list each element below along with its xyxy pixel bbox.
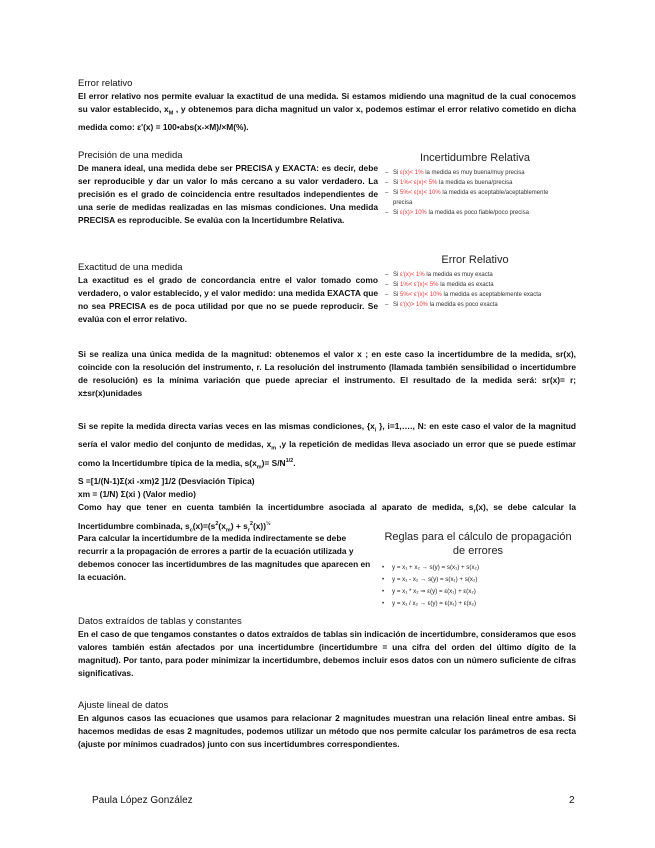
paragraph-datos: En el caso de que tengamos constantes o datos extraídos de tablas sin indicación de incertidumbre, consideramos que esos valores también están afectados por una incertidumbre (incertidumbre = una cifra del orden del último dígito de la magnitud). Por tanto, para poder minimizar la incertidumbre, debemos incluir esos datos con un número suficiente de cifras significativas. bbox=[78, 629, 576, 678]
subscript: M bbox=[168, 110, 174, 117]
subscript: r bbox=[473, 508, 476, 515]
text-part: ,y la repetición de medidas lleva asociado un error que se puede estimar como la Incertidumbre típica de la media, s(x bbox=[78, 438, 576, 469]
list-item bbox=[385, 300, 565, 310]
section-datos bbox=[78, 616, 576, 680]
list-item bbox=[385, 168, 565, 178]
heading-ajuste: Ajuste lineal de datos bbox=[78, 700, 169, 711]
list-item: • y = x₁ - x₂ → s(y) = s(x₁) + s(x₂) bbox=[382, 574, 578, 586]
paragraph-repetida bbox=[78, 420, 576, 475]
section-ajuste bbox=[78, 700, 576, 751]
reglas-list bbox=[382, 562, 578, 610]
text-part: la medida es muy buena/muy precisa bbox=[423, 170, 525, 176]
formula-valor-medio: xm = (1/N) Σ(xi ) (Valor medio) bbox=[78, 488, 196, 499]
paragraph-ajuste: En algunos casos las ecuaciones que usamos para relacionar 2 magnitudes muestran una relación lineal entre ambas. Si hacemos medidas de esas 2 magnitudes, podemos utilizar un método que nos permite calcular los parámetros de esa recta (ajuste por mínimos cuadrados) junto con sus incertidumbres correspondientes. bbox=[78, 713, 576, 749]
list-item bbox=[385, 280, 565, 290]
subscript: r bbox=[247, 527, 250, 534]
list-item bbox=[385, 188, 565, 208]
range-text: ε(x)> 10% bbox=[400, 210, 427, 216]
text-part: Si bbox=[393, 210, 401, 216]
box-title-error: Error Relativo bbox=[441, 254, 509, 266]
heading-exactitud: Exactitud de una medida bbox=[78, 262, 183, 273]
paragraph-exactitud: La exactitud es el grado de concordancia entre el valor tomado como verdadero, o valor establecido, y el valor medido: una medida EXACTA que no sea PRECISA es de poca utilidad por que no se puede reproducir. Se evalúa con el error relativo. bbox=[78, 275, 378, 324]
subscript: m bbox=[256, 464, 262, 471]
range-text: 5%< ε(x)< 10% bbox=[400, 190, 441, 196]
text-part: El error relativo nos permite evaluar la exactitud de una medida. Si estamos midiendo una magnitud de la cual conocemos su valor establecido, x bbox=[78, 91, 576, 114]
list-item bbox=[385, 178, 565, 188]
list-item: • y = x₁ * x₂ ⇒ ε(y) = ε(x₁) + ε(x₂) bbox=[382, 586, 578, 598]
paragraph-propagacion: Para calcular la incertidumbre de la medida indirectamente se debe recurrir a la propagación de errores a partir de la ecuación utilizada y debemos conocer las incertidumbres de las magnitudes que aparecen en la ecuación. bbox=[78, 533, 371, 582]
paragraph-error-relativo bbox=[78, 90, 576, 134]
text-part: la medida es muy exacta bbox=[424, 272, 493, 278]
formula-desviacion-tipica: S =[1/(N-1)Σ(xi -xm)2 ]1/2 (Desviación Típica) bbox=[78, 475, 255, 486]
text-part: Si bbox=[393, 170, 401, 176]
subscript: m bbox=[271, 445, 277, 452]
box-error-relativo bbox=[385, 254, 565, 310]
box-reglas-propagacion bbox=[378, 530, 578, 610]
superscript: 2 bbox=[215, 521, 219, 528]
heading-error-relativo: Error relativo bbox=[78, 78, 133, 89]
section-precision bbox=[78, 150, 378, 227]
text-part: Si bbox=[393, 292, 401, 298]
range-text: 5%< ε'(x)< 10% bbox=[400, 292, 442, 298]
list-item: • y = x₁ + x₂ → s(y) = s(x₁) + s(x₂) bbox=[382, 562, 578, 574]
list-item: • y = x₁ / x₂ → ε(y) = ε(x₁) + ε(x₂) bbox=[382, 598, 578, 610]
box-title-reglas: Reglas para el cálculo de propagación de errores bbox=[384, 531, 572, 557]
paragraph-precision: De manera ideal, una medida debe ser PRECISA y EXACTA: es decir, debe ser reproducible y dar un valor lo más cercano a su valor verdadero. La precisión es el grado de coincidencia entre resultados independientes de una serie de medidas realizadas en las mismas condiciones. Una medida PRECISA es reproducible. Se evalúa con la Incertidumbre Relativa. bbox=[78, 163, 378, 225]
paragraph-unica-medida: Si se realiza una única medida de la magnitud: obtenemos el valor x ; en este caso la incertidumbre de la medida, sr(x), coincide con la resolución del instrumento, r. La resolución del instrumento (llamada también sensibilidad o incertidumbre de resolución) es la mínima variación que puede apreciar el instrumento. El resultado de la medida será: sr(x)= r; x±sr(x)unidades bbox=[78, 349, 576, 398]
box-incertidumbre-relativa bbox=[385, 152, 565, 218]
text-part: (x), se debe calcular la Incertidumbre combinada, s bbox=[78, 501, 576, 532]
section-exactitud bbox=[78, 262, 378, 326]
text-part: , y obtenemos para dicha magnitud un valor x, podemos estimar el error relativo cometido en dicha medida como: ε'(x) = 100•abs(x-×M)/×M(%). bbox=[78, 104, 576, 132]
range-text: ε(x)< 1% bbox=[400, 170, 424, 176]
text-part: Si se repite la medida directa varias veces en las mismas condiciones, {x bbox=[78, 421, 375, 431]
text-part: (x)=(s bbox=[192, 521, 216, 532]
incertidumbre-list bbox=[385, 168, 565, 218]
range-text: 1%< ε'(x)< 5% bbox=[400, 282, 439, 288]
error-list bbox=[385, 270, 565, 310]
section-medida-repetida bbox=[78, 420, 576, 538]
text-part: . bbox=[293, 458, 296, 469]
heading-datos: Datos extraídos de tablas y constantes bbox=[78, 616, 242, 627]
text-part: )= S/N bbox=[261, 458, 286, 469]
subscript: c bbox=[189, 527, 193, 534]
text-part: Si bbox=[393, 282, 401, 288]
page-number: 2 bbox=[569, 795, 575, 806]
text-part: Si bbox=[393, 180, 401, 186]
section-unica-medida bbox=[78, 348, 576, 400]
footer-author: Paula López González bbox=[92, 795, 193, 806]
text-part: (x bbox=[218, 521, 226, 532]
subscript: m bbox=[225, 527, 231, 534]
heading-precision: Precisión de una medida bbox=[78, 150, 183, 161]
text-part: la medida es exacta bbox=[438, 282, 494, 288]
subscript: i bbox=[374, 427, 377, 434]
superscript: ½ bbox=[265, 521, 271, 528]
superscript: 2 bbox=[249, 521, 253, 528]
section-error-relativo bbox=[78, 78, 576, 134]
text-part: Como hay que tener en cuenta también la incertidumbre asociada al aparato de medida, s bbox=[78, 501, 474, 512]
range-text: ε'(x)> 10% bbox=[400, 302, 429, 308]
text-part: (x)) bbox=[252, 521, 266, 532]
text-part: Si bbox=[393, 272, 401, 278]
list-item bbox=[385, 290, 565, 300]
text-part: la medida es aceptable/aceptablemente precisa bbox=[393, 190, 549, 206]
list-item bbox=[385, 270, 565, 280]
text-part: Si bbox=[393, 190, 401, 196]
text-part: la medida es poco exacta bbox=[428, 302, 498, 308]
box-title-incertidumbre: Incertidumbre Relativa bbox=[419, 152, 531, 164]
text-part: Si bbox=[393, 302, 401, 308]
range-text: 1%< ε(x)< 5% bbox=[400, 180, 438, 186]
text-part: ) + s bbox=[230, 521, 248, 532]
text-part: la medida es poco fiable/poco precisa bbox=[426, 210, 529, 216]
text-part: la medida es buena/precisa bbox=[437, 180, 513, 186]
list-item bbox=[385, 208, 565, 218]
range-text: ε'(x)< 1% bbox=[400, 272, 425, 278]
superscript: 1/2 bbox=[285, 458, 294, 465]
text-part: la medida es aceptablemente exacta bbox=[441, 292, 542, 298]
text-part: }, i=1,…., N: en este caso el valor de la magnitud sería el valor medio del conjunto de medidas, x bbox=[78, 421, 576, 449]
section-propagacion bbox=[78, 532, 373, 584]
